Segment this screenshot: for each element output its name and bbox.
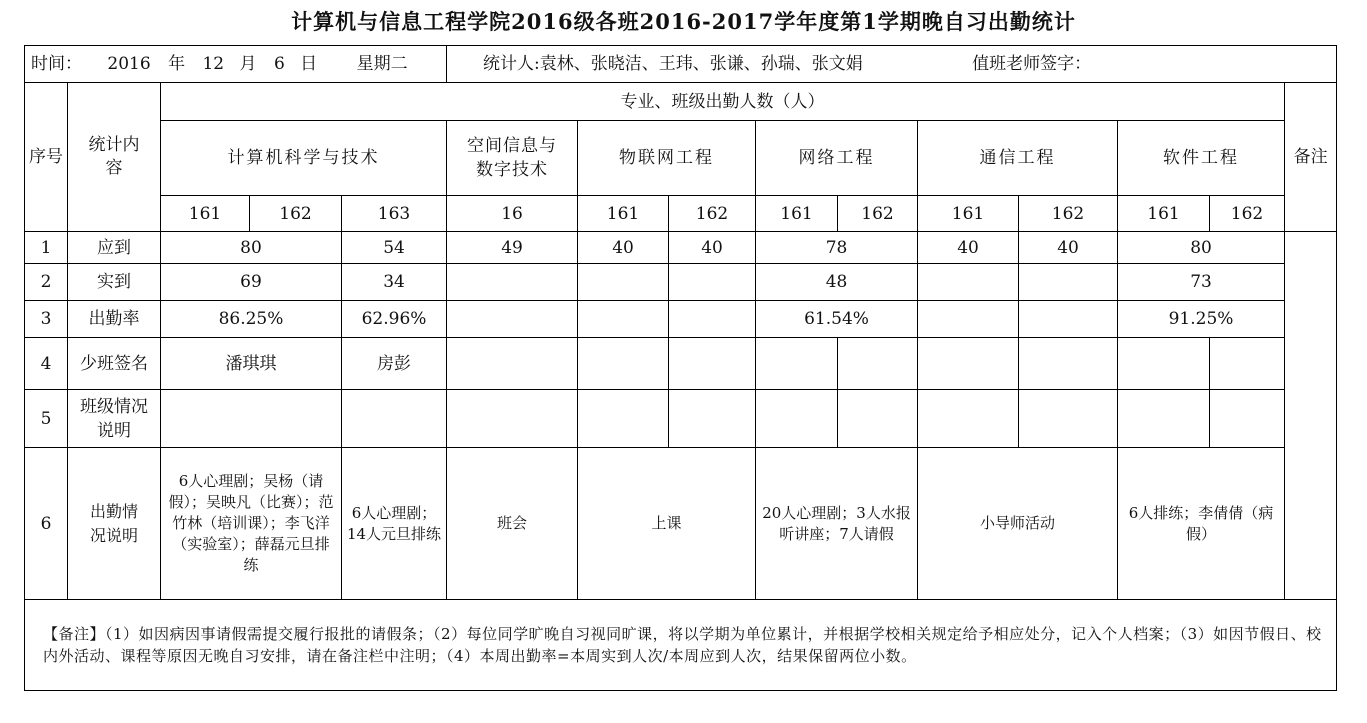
comm2-cell <box>1019 390 1118 448</box>
network2-cell <box>838 390 918 448</box>
iot2-cell: 40 <box>669 232 756 264</box>
class-cell: 161 <box>756 196 838 232</box>
remark-cell <box>1285 232 1337 600</box>
iot1-cell: 40 <box>578 232 669 264</box>
comm2-cell <box>1019 301 1118 338</box>
date-cell <box>25 46 447 83</box>
iot2-cell <box>669 301 756 338</box>
class-cell: 161 <box>1118 196 1210 232</box>
teacher-sign-label: 值班老师签字： <box>972 54 1092 74</box>
major-network: 网络工程 <box>756 121 918 196</box>
iot-cell: 上课 <box>578 448 756 600</box>
comm2-cell <box>1019 338 1118 390</box>
comm1-cell <box>918 390 1019 448</box>
cs3-cell <box>342 390 447 448</box>
comm1-cell <box>918 264 1019 301</box>
cs12-cell: 80 <box>161 232 342 264</box>
class-cell: 161 <box>161 196 250 232</box>
iot1-cell <box>578 301 669 338</box>
network1-cell <box>756 390 838 448</box>
seq-cell: 4 <box>25 338 68 390</box>
major-iot: 物联网工程 <box>578 121 756 196</box>
table-row <box>25 232 1337 264</box>
spatial-cell: 49 <box>447 232 578 264</box>
comm1-cell: 40 <box>918 232 1019 264</box>
iot1-cell <box>578 264 669 301</box>
seq-cell: 2 <box>25 264 68 301</box>
iot2-cell <box>669 390 756 448</box>
label-cell: 班级情况说明 <box>68 390 161 448</box>
seq-cell: 1 <box>25 232 68 264</box>
software-cell: 91.25% <box>1118 301 1285 338</box>
cs12-cell: 69 <box>161 264 342 301</box>
cs12-cell: 潘琪琪 <box>161 338 342 390</box>
network1-cell <box>756 338 838 390</box>
spatial-cell <box>447 390 578 448</box>
label-cell: 实到 <box>68 264 161 301</box>
group-header: 专业、班级出勤人数（人） <box>161 83 1285 121</box>
weekday: 星期二 <box>356 54 408 74</box>
cs12-cell: 86.25% <box>161 301 342 338</box>
network-cell: 61.54% <box>756 301 918 338</box>
cs3-cell: 34 <box>342 264 447 301</box>
meta-row <box>25 46 1337 83</box>
class-cell: 161 <box>578 196 669 232</box>
seq-cell: 6 <box>25 448 68 600</box>
software1-cell <box>1118 390 1210 448</box>
stat-cell <box>447 46 1337 83</box>
remark-header: 备注 <box>1285 83 1337 232</box>
major-software: 软件工程 <box>1118 121 1285 196</box>
software-cell: 80 <box>1118 232 1285 264</box>
date-month: 12 <box>202 54 225 74</box>
iot1-cell <box>578 390 669 448</box>
spatial-cell: 班会 <box>447 448 578 600</box>
table-row <box>25 448 1337 600</box>
network-cell: 78 <box>756 232 918 264</box>
spatial-cell <box>447 264 578 301</box>
table-row <box>25 338 1337 390</box>
comm1-cell <box>918 338 1019 390</box>
network-cell: 48 <box>756 264 918 301</box>
major-cs: 计算机科学与技术 <box>161 121 447 196</box>
table-row <box>25 264 1337 301</box>
stat-people: 统计人:袁林、张晓洁、王玮、张谦、孙瑞、张文娟 <box>483 54 863 74</box>
spatial-cell <box>447 301 578 338</box>
software1-cell <box>1118 338 1210 390</box>
class-cell: 16 <box>447 196 578 232</box>
seq-cell: 3 <box>25 301 68 338</box>
label-cell: 出勤情况说明 <box>68 448 161 600</box>
class-cell: 162 <box>1210 196 1285 232</box>
cs3-cell: 房彭 <box>342 338 447 390</box>
spatial-cell <box>447 338 578 390</box>
date-day-unit: 日 <box>300 54 318 74</box>
content-header: 统计内容 <box>68 83 161 232</box>
date-year-unit: 年 <box>168 54 186 74</box>
date-day: 6 <box>273 54 285 74</box>
cs3-cell: 54 <box>342 232 447 264</box>
software-cell: 6人排练；李倩倩（病假） <box>1118 448 1285 600</box>
software2-cell <box>1210 390 1285 448</box>
class-cell: 162 <box>669 196 756 232</box>
cs3-cell: 62.96% <box>342 301 447 338</box>
network-cell: 20人心理剧；3人水报听讲座；7人请假 <box>756 448 918 600</box>
cs12-cell: 6人心理剧；吴杨（请假）；吴映凡（比赛）；范竹林（培训课）；李飞洋（实验室）；薛磊元旦排练 <box>161 448 342 600</box>
software-cell: 73 <box>1118 264 1285 301</box>
notes-row <box>25 600 1337 691</box>
major-spatial: 空间信息与数字技术 <box>447 121 578 196</box>
date-year: 2016 <box>107 54 151 74</box>
class-cell: 162 <box>1019 196 1118 232</box>
class-row <box>25 196 1337 232</box>
page-title: 计算机与信息工程学院2016级各班2016-2017学年度第1学期晚自习出勤统计 <box>291 9 1076 34</box>
date-month-unit: 月 <box>239 54 257 74</box>
label-cell: 出勤率 <box>68 301 161 338</box>
attendance-table <box>24 45 1337 691</box>
iot2-cell <box>669 264 756 301</box>
iot2-cell <box>669 338 756 390</box>
comm2-cell <box>1019 264 1118 301</box>
seq-header: 序号 <box>25 83 68 232</box>
comm2-cell: 40 <box>1019 232 1118 264</box>
iot1-cell <box>578 338 669 390</box>
label-cell: 应到 <box>68 232 161 264</box>
table-row <box>25 301 1337 338</box>
class-cell: 162 <box>838 196 918 232</box>
major-comm: 通信工程 <box>918 121 1118 196</box>
network2-cell <box>838 338 918 390</box>
class-cell: 163 <box>342 196 447 232</box>
notes-text: 【备注】（1）如因病因事请假需提交履行报批的请假条；（2）每位同学旷晚自习视同旷课，将以学期为单位累计，并根据学校相关规定给予相应处分，记入个人档案；（3）如因节假日、校内外活动、课程等原因无晚自习安排，请在备注栏中注明；（4）本周出勤率=本周实到人次/本周应到人次，结果保留两位小数。 <box>25 600 1337 691</box>
seq-cell: 5 <box>25 390 68 448</box>
label-cell: 少班签名 <box>68 338 161 390</box>
software2-cell <box>1210 338 1285 390</box>
comm1-cell <box>918 301 1019 338</box>
class-cell: 161 <box>918 196 1019 232</box>
comm-cell: 小导师活动 <box>918 448 1118 600</box>
table-row <box>25 390 1337 448</box>
time-label: 时间： <box>31 54 82 74</box>
class-cell: 162 <box>250 196 342 232</box>
cs12-cell <box>161 390 342 448</box>
cs3-cell: 6人心理剧；14人元旦排练 <box>342 448 447 600</box>
